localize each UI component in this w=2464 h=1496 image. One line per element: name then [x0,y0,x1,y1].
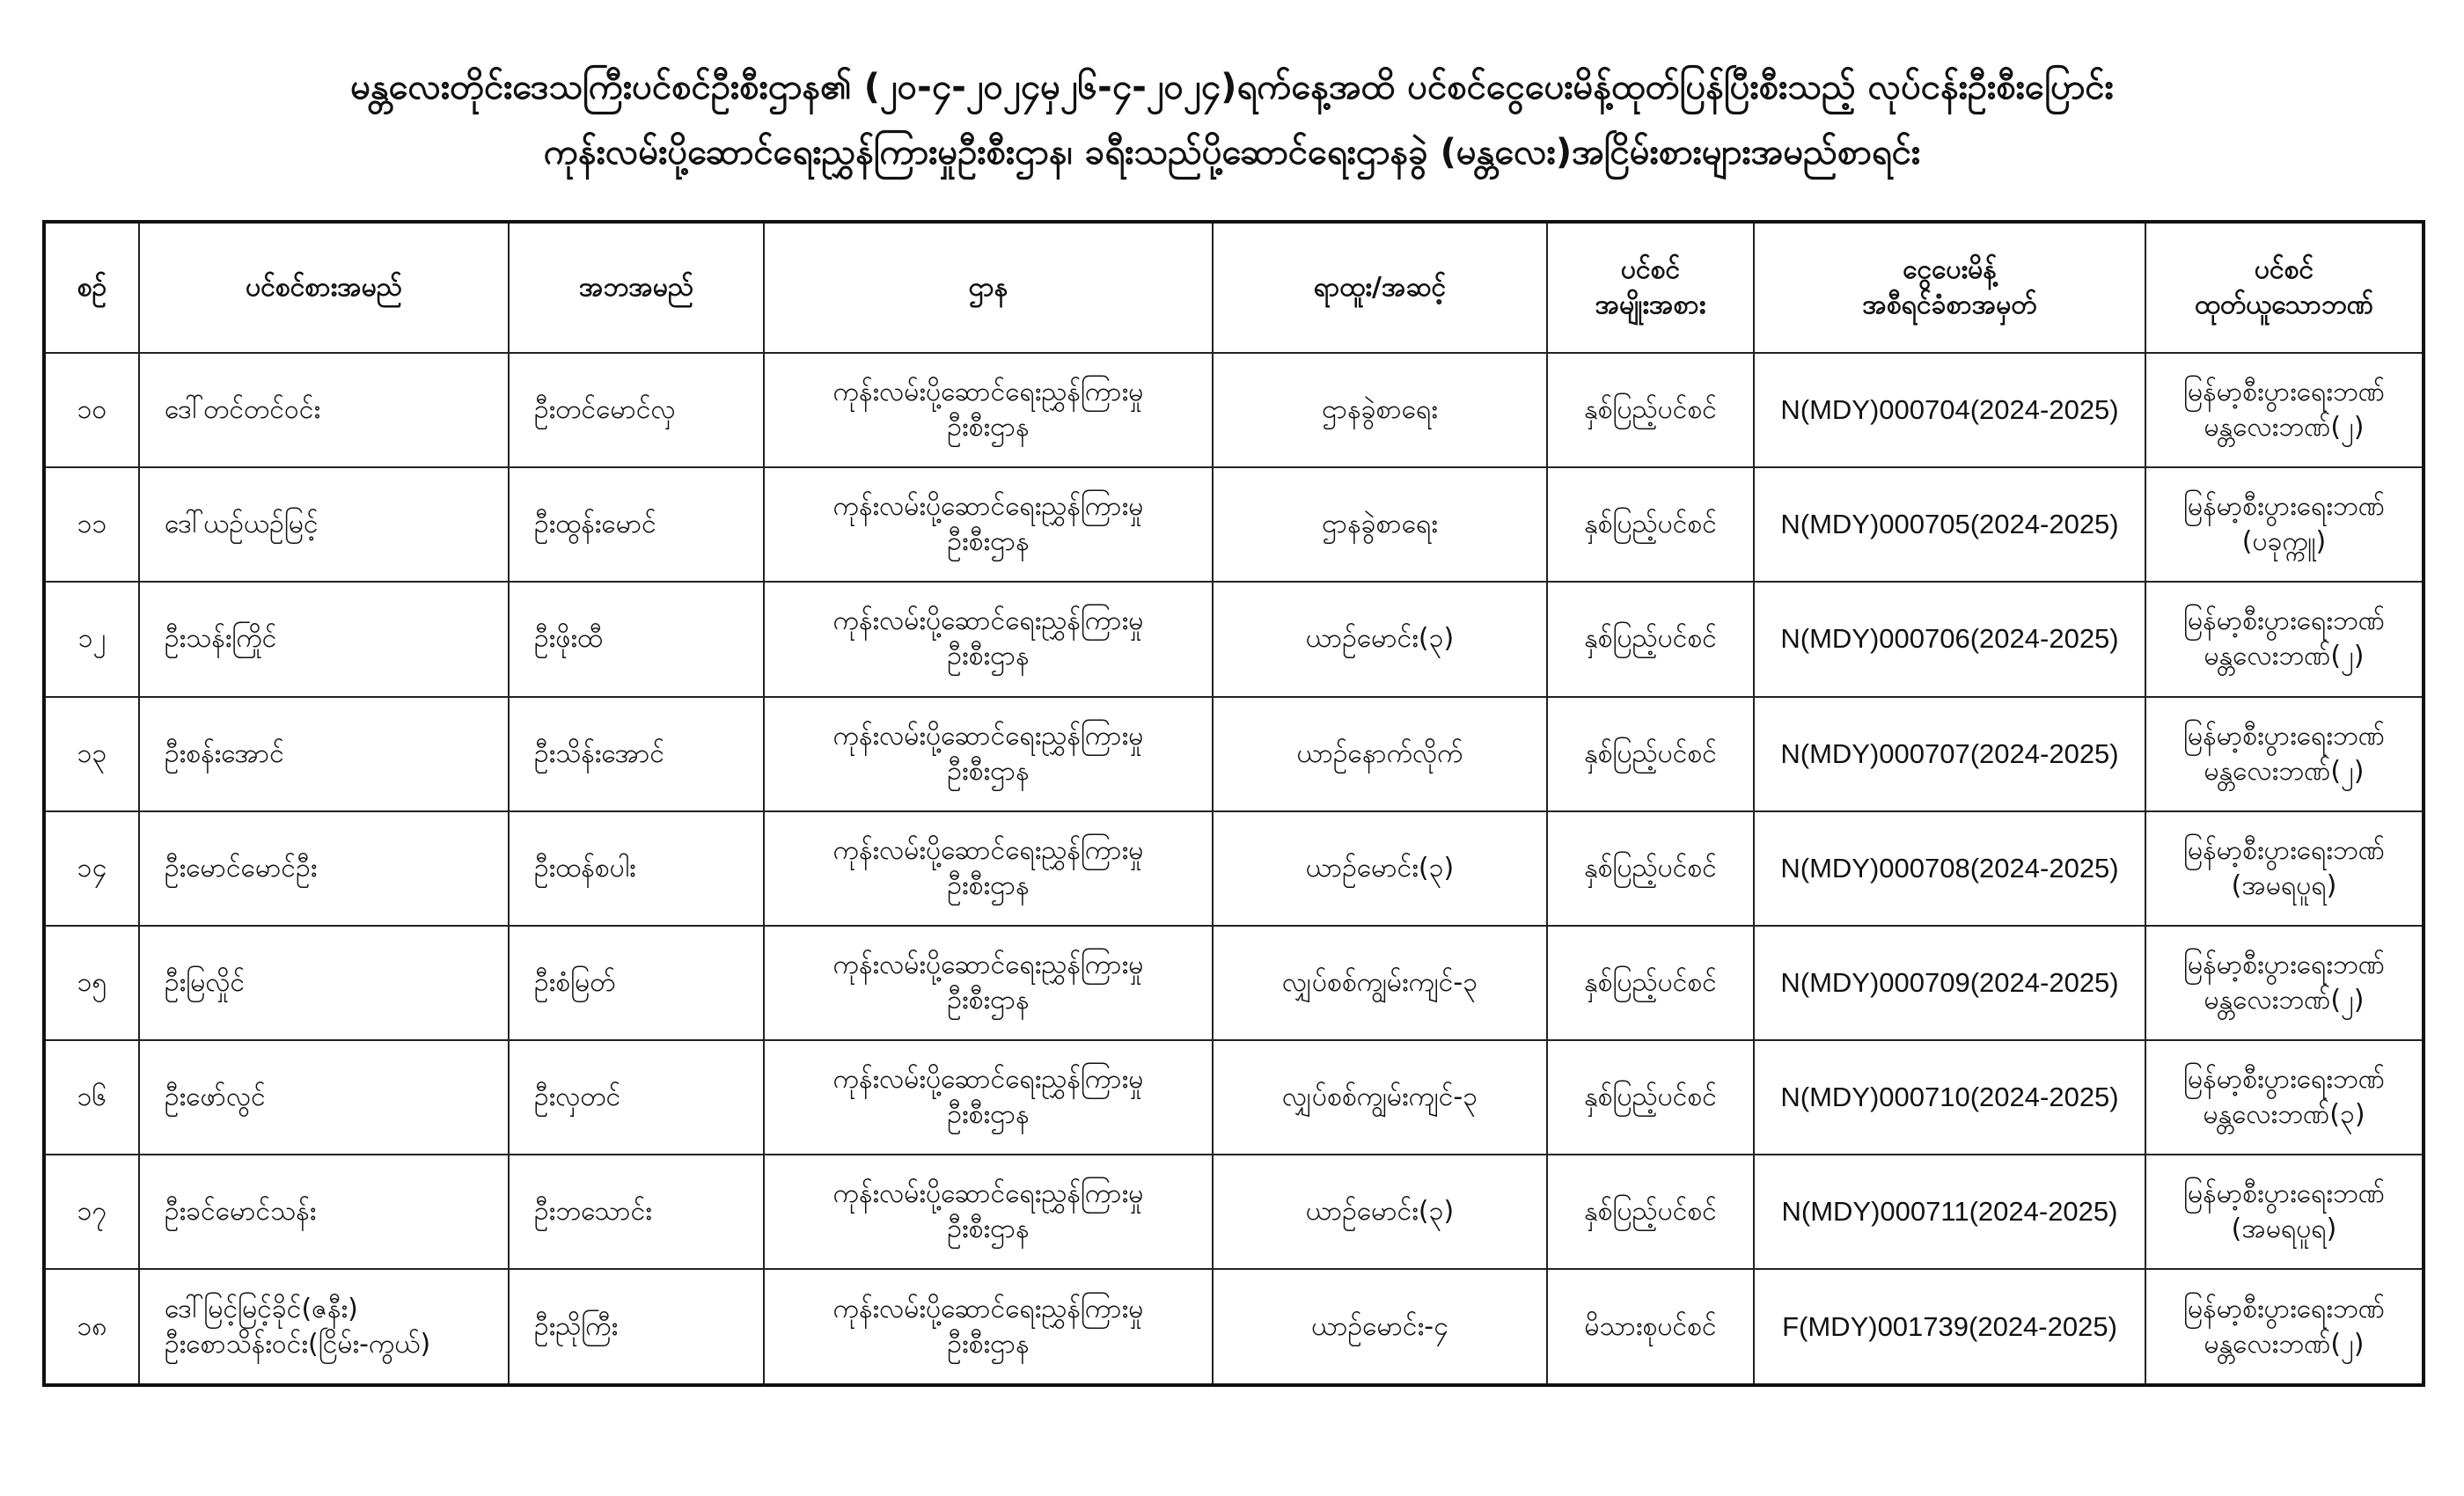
header-bank [2145,222,2424,353]
header-pension-type-line: ပင်စင် [1620,254,1681,285]
cell-department-line: ကုန်းလမ်းပို့ဆောင်ရေးညွှန်ကြားမှု [832,1293,1144,1324]
cell-bank-line: မန္တလေးဘဏ်(၂) [2204,412,2365,444]
cell-bank [2145,1155,2424,1269]
cell-number: ၁၁ [44,467,139,582]
cell-department [764,926,1213,1040]
cell-pension-type: နှစ်ပြည့်ပင်စင် [1547,1040,1754,1155]
header-position: ရာထူး/အဆင့် [1213,222,1547,353]
table-row [44,697,2424,811]
table-row [44,811,2424,926]
cell-bank-line: မန္တလေးဘဏ်(၂) [2204,1328,2365,1360]
header-order-no-line: ငွေပေးမိန့် [1903,254,1997,285]
cell-bank-line: မန္တလေးဘဏ်(၂) [2204,984,2365,1016]
header-bank-line: ပင်စင် [2254,254,2314,285]
cell-pensioner-name [139,1155,509,1269]
cell-department-line: ကုန်းလမ်းပို့ဆောင်ရေးညွှန်ကြားမှု [832,720,1144,752]
cell-pensioner-name-line: ဒေါ်တင်တင်ဝင်း [165,394,321,426]
cell-position: ယာဉ်နောက်လိုက် [1213,697,1547,811]
cell-father-name: ဦးတင်မောင်လှ [509,353,764,467]
header-pension-type-line: အမျိုးအစား [1595,290,1706,320]
cell-father-name: ဦးစံမြတ် [509,926,764,1040]
cell-number: ၁၄ [44,811,139,926]
cell-bank [2145,582,2424,696]
cell-bank [2145,1040,2424,1155]
cell-number: ၁၅ [44,926,139,1040]
cell-order-number: N(MDY)000706(2024-2025) [1754,582,2145,696]
cell-department-line: ကုန်းလမ်းပို့ဆောင်ရေးညွှန်ကြားမှု [832,1064,1144,1096]
header-father: အဘအမည် [509,222,764,353]
cell-position: ဌာနခွဲစာရေး [1213,353,1547,467]
cell-position: ယာဉ်မောင်း(၃) [1213,582,1547,696]
table-row [44,353,2424,467]
cell-bank-line: မြန်မာ့စီးပွားရေးဘဏ် [2183,491,2385,523]
pensioner-table [42,220,2425,1387]
cell-order-number: N(MDY)000708(2024-2025) [1754,811,2145,926]
cell-pension-type: နှစ်ပြည့်ပင်စင် [1547,811,1754,926]
cell-pensioner-name [139,926,509,1040]
cell-pensioner-name-line: ဦးမောင်မောင်ဦး [165,852,318,884]
cell-number: ၁၈ [44,1269,139,1385]
cell-bank-line: မြန်မာ့စီးပွားရေးဘဏ် [2183,377,2385,408]
cell-position: ဌာနခွဲစာရေး [1213,467,1547,582]
cell-bank [2145,697,2424,811]
table-row [44,1155,2424,1269]
cell-department-line: ဦးစီးဌာန [947,869,1030,901]
cell-pensioner-name-line: ဦးခင်မောင်သန်း [165,1196,317,1228]
cell-bank [2145,811,2424,926]
cell-pension-type: မိသားစုပင်စင် [1547,1269,1754,1385]
cell-bank-line: မန္တလေးဘဏ်(၂) [2204,641,2365,672]
cell-department [764,467,1213,582]
cell-bank-line: မြန်မာ့စီးပွားရေးဘဏ် [2183,605,2385,637]
document-title [0,55,2464,185]
cell-number: ၁၂ [44,582,139,696]
cell-bank-line: (အမရပူရ) [2231,1214,2337,1245]
cell-bank-line: မြန်မာ့စီးပွားရေးဘဏ် [2183,949,2385,980]
cell-pensioner-name-line: ဦးသန်းကြိုင် [165,623,277,655]
cell-order-number: N(MDY)000707(2024-2025) [1754,697,2145,811]
cell-number: ၁၀ [44,353,139,467]
cell-pensioner-name [139,1269,509,1385]
cell-bank-line: မြန်မာ့စီးပွားရေးဘဏ် [2183,1293,2385,1324]
cell-position: လျှပ်စစ်ကျွမ်းကျင်-၃ [1213,1040,1547,1155]
cell-pensioner-name-line: ဒေါ်မြင့်မြင့်ခိုင်(ဇနီး) [165,1293,358,1324]
cell-bank [2145,1269,2424,1385]
cell-father-name: ဦးဘသောင်း [509,1155,764,1269]
cell-department-line: ကုန်းလမ်းပို့ဆောင်ရေးညွှန်ကြားမှု [832,491,1144,523]
header-bank-line: ထုတ်ယူသောဘဏ် [2195,290,2373,320]
table-row [44,467,2424,582]
cell-pension-type: နှစ်ပြည့်ပင်စင် [1547,697,1754,811]
cell-father-name: ဦးလှတင် [509,1040,764,1155]
cell-bank [2145,467,2424,582]
cell-father-name: ဦးဖိုးထီ [509,582,764,696]
cell-department-line: ကုန်းလမ်းပို့ဆောင်ရေးညွှန်ကြားမှု [832,1178,1144,1210]
cell-department-line: ဦးစီးဌာန [947,1328,1030,1360]
cell-bank [2145,353,2424,467]
cell-position: ယာဉ်မောင်း-၄ [1213,1269,1547,1385]
cell-number: ၁၇ [44,1155,139,1269]
cell-father-name: ဦးသိန်းအောင် [509,697,764,811]
cell-bank-line: မြန်မာ့စီးပွားရေးဘဏ် [2183,834,2385,866]
cell-number: ၁၃ [44,697,139,811]
table-row [44,926,2424,1040]
cell-department-line: ဦးစီးဌာန [947,984,1030,1016]
cell-bank-line: မြန်မာ့စီးပွားရေးဘဏ် [2183,1064,2385,1096]
cell-pensioner-name-line: ဦးစန်းအောင် [165,737,284,769]
cell-department-line: ဦးစီးဌာန [947,755,1030,787]
cell-department [764,353,1213,467]
cell-father-name: ဦးထန်စပါး [509,811,764,926]
cell-department [764,582,1213,696]
cell-bank-line: မန္တလေးဘဏ်(၂) [2204,755,2365,787]
cell-pension-type: နှစ်ပြည့်ပင်စင် [1547,582,1754,696]
cell-bank-line: မြန်မာ့စီးပွားရေးဘဏ် [2183,1178,2385,1210]
header-order-no [1754,222,2145,353]
cell-department-line: ဦးစီးဌာန [947,412,1030,444]
cell-pensioner-name [139,811,509,926]
cell-bank [2145,926,2424,1040]
header-order-no-line: အစီရင်ခံစာအမှတ် [1862,290,2037,320]
title-line-2: ကုန်းလမ်းပို့ဆောင်ရေးညွှန်ကြားမှုဦးစီးဌာန၊ ခရီးသည်ပို့ဆောင်ရေးဌာနခွဲ (မန္တလေး)အငြိမ်းစားများအမည်စာရင်း [543,132,1921,172]
cell-department [764,1040,1213,1155]
cell-pension-type: နှစ်ပြည့်ပင်စင် [1547,353,1754,467]
cell-department-line: ဦးစီးဌာန [947,1214,1030,1245]
table-row [44,1269,2424,1385]
cell-department [764,811,1213,926]
cell-pensioner-name-line: ဦးဖော်လွင် [165,1082,266,1113]
cell-department-line: ဦးစီးဌာန [947,526,1030,558]
cell-pensioner-name-line: ဒေါ်ယဉ်ယဉ်မြင့် [165,509,319,540]
cell-position: လျှပ်စစ်ကျွမ်းကျင်-၃ [1213,926,1547,1040]
cell-order-number: N(MDY)000709(2024-2025) [1754,926,2145,1040]
cell-pensioner-name [139,582,509,696]
cell-pension-type: နှစ်ပြည့်ပင်စင် [1547,926,1754,1040]
header-department: ဌာန [764,222,1213,353]
cell-department-line: ကုန်းလမ်းပို့ဆောင်ရေးညွှန်ကြားမှု [832,605,1144,637]
cell-position: ယာဉ်မောင်း(၃) [1213,1155,1547,1269]
table-row [44,582,2424,696]
cell-father-name: ဦးထွန်းမောင် [509,467,764,582]
table-body [44,353,2424,1385]
cell-department [764,697,1213,811]
cell-pension-type: နှစ်ပြည့်ပင်စင် [1547,467,1754,582]
cell-pensioner-name-line: ဦးစောသိန်းဝင်း(ငြိမ်း-ကွယ်) [165,1328,431,1360]
cell-department [764,1155,1213,1269]
cell-order-number: N(MDY)000711(2024-2025) [1754,1155,2145,1269]
header-pension-type [1547,222,1754,353]
cell-order-number: N(MDY)000704(2024-2025) [1754,353,2145,467]
header-name: ပင်စင်စားအမည် [139,222,509,353]
cell-pensioner-name [139,697,509,811]
cell-position: ယာဉ်မောင်း(၃) [1213,811,1547,926]
table-row [44,1040,2424,1155]
cell-department-line: ကုန်းလမ်းပို့ဆောင်ရေးညွှန်ကြားမှု [832,949,1144,980]
cell-department-line: ကုန်းလမ်းပို့ဆောင်ရေးညွှန်ကြားမှု [832,377,1144,408]
cell-pensioner-name [139,353,509,467]
title-line-1: မန္တလေးတိုင်းဒေသကြီးပင်စင်ဦးစီးဌာန၏ (၂၀-၄-၂၀၂၄မှ၂၆-၄-၂၀၂၄)ရက်နေ့အထိ ပင်စင်ငွေပေးမိန့်ထုတ်ပြန်ပြီးစီးသည့် လုပ်ငန်းဦးစီးပြောင်း [350,67,2114,107]
cell-department-line: ကုန်းလမ်းပို့ဆောင်ရေးညွှန်ကြားမှု [832,834,1144,866]
cell-order-number: N(MDY)000705(2024-2025) [1754,467,2145,582]
cell-order-number: F(MDY)001739(2024-2025) [1754,1269,2145,1385]
cell-order-number: N(MDY)000710(2024-2025) [1754,1040,2145,1155]
cell-father-name: ဦးညိုကြီး [509,1269,764,1385]
cell-bank-line: မြန်မာ့စီးပွားရေးဘဏ် [2183,720,2385,752]
cell-department [764,1269,1213,1385]
cell-number: ၁၆ [44,1040,139,1155]
cell-bank-line: (ပခုက္ကူ) [2241,526,2327,558]
cell-department-line: ဦးစီးဌာန [947,641,1030,672]
cell-pensioner-name [139,467,509,582]
cell-pension-type: နှစ်ပြည့်ပင်စင် [1547,1155,1754,1269]
cell-department-line: ဦးစီးဌာန [947,1099,1030,1131]
cell-bank-line: မန္တလေးဘဏ်(၃) [2203,1099,2365,1131]
header-no: စဉ် [44,222,139,353]
cell-pensioner-name-line: ဦးမြလှိုင် [165,966,246,998]
cell-bank-line: (အမရပူရ) [2231,869,2337,901]
cell-pensioner-name [139,1040,509,1155]
table-header-row [44,222,2424,353]
